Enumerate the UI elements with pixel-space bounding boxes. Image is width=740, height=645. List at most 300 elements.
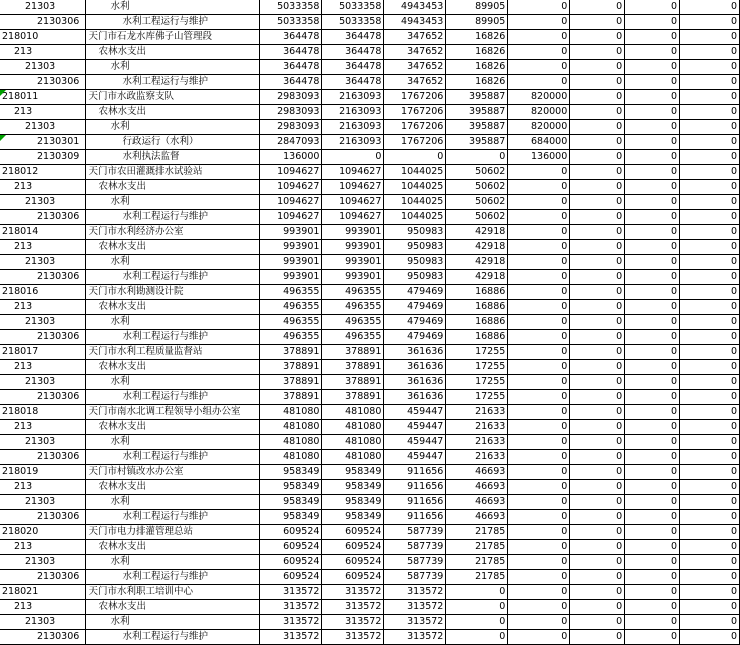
cell-value[interactable]: 17255 [446, 345, 508, 360]
cell-value[interactable]: 0 [680, 75, 740, 90]
cell-value[interactable]: 958349 [322, 510, 384, 525]
cell-value[interactable]: 21633 [446, 435, 508, 450]
cell-name[interactable]: 水利工程运行与维护 [86, 75, 260, 90]
cell-value[interactable]: 820000 [508, 105, 570, 120]
cell-value[interactable]: 481080 [260, 435, 322, 450]
cell-name[interactable]: 天门市水利工程质量监督站 [86, 345, 260, 360]
cell-value[interactable]: 0 [680, 120, 740, 135]
cell-value[interactable]: 993901 [322, 240, 384, 255]
cell-code[interactable]: 2130309 [0, 150, 86, 165]
cell-value[interactable]: 0 [508, 360, 570, 375]
cell-value[interactable]: 0 [570, 435, 625, 450]
cell-value[interactable]: 0 [384, 150, 446, 165]
cell-value[interactable]: 481080 [322, 450, 384, 465]
cell-value[interactable]: 42918 [446, 270, 508, 285]
cell-value[interactable]: 609524 [322, 570, 384, 585]
cell-value[interactable]: 2163093 [322, 105, 384, 120]
cell-value[interactable]: 0 [680, 585, 740, 600]
cell-value[interactable]: 0 [508, 420, 570, 435]
cell-value[interactable]: 0 [508, 375, 570, 390]
cell-code[interactable]: 218018 [0, 405, 86, 420]
cell-value[interactable]: 361636 [384, 345, 446, 360]
cell-value[interactable]: 0 [322, 150, 384, 165]
cell-value[interactable]: 0 [570, 450, 625, 465]
cell-value[interactable]: 0 [625, 210, 680, 225]
cell-name[interactable]: 农林水支出 [86, 540, 260, 555]
cell-value[interactable]: 5033358 [260, 15, 322, 30]
cell-value[interactable]: 16886 [446, 330, 508, 345]
cell-value[interactable]: 0 [570, 315, 625, 330]
cell-value[interactable]: 0 [625, 165, 680, 180]
cell-value[interactable]: 0 [570, 390, 625, 405]
cell-value[interactable]: 0 [680, 15, 740, 30]
cell-value[interactable]: 0 [570, 495, 625, 510]
cell-value[interactable]: 0 [570, 90, 625, 105]
cell-value[interactable]: 364478 [260, 30, 322, 45]
cell-value[interactable]: 0 [508, 405, 570, 420]
cell-value[interactable]: 17255 [446, 390, 508, 405]
cell-value[interactable]: 21785 [446, 555, 508, 570]
cell-value[interactable]: 0 [625, 585, 680, 600]
cell-value[interactable]: 0 [680, 195, 740, 210]
cell-value[interactable]: 496355 [260, 315, 322, 330]
cell-value[interactable]: 0 [625, 480, 680, 495]
cell-value[interactable]: 950983 [384, 270, 446, 285]
cell-value[interactable]: 0 [570, 60, 625, 75]
cell-value[interactable]: 0 [680, 255, 740, 270]
cell-name[interactable]: 水利工程运行与维护 [86, 390, 260, 405]
cell-value[interactable]: 0 [680, 630, 740, 645]
cell-value[interactable]: 42918 [446, 255, 508, 270]
cell-value[interactable]: 459447 [384, 420, 446, 435]
cell-value[interactable]: 364478 [322, 30, 384, 45]
cell-name[interactable]: 农林水支出 [86, 300, 260, 315]
cell-value[interactable]: 1767206 [384, 105, 446, 120]
cell-value[interactable]: 0 [680, 270, 740, 285]
cell-value[interactable]: 361636 [384, 375, 446, 390]
cell-value[interactable]: 0 [570, 615, 625, 630]
cell-value[interactable]: 0 [570, 510, 625, 525]
cell-value[interactable]: 609524 [260, 555, 322, 570]
cell-value[interactable]: 378891 [322, 390, 384, 405]
cell-value[interactable]: 0 [570, 180, 625, 195]
cell-name[interactable]: 水利 [86, 435, 260, 450]
cell-value[interactable]: 993901 [322, 225, 384, 240]
cell-value[interactable]: 459447 [384, 450, 446, 465]
cell-name[interactable]: 水利工程运行与维护 [86, 510, 260, 525]
cell-code[interactable]: 213 [0, 300, 86, 315]
cell-value[interactable]: 0 [570, 45, 625, 60]
cell-name[interactable]: 水利工程运行与维护 [86, 330, 260, 345]
cell-value[interactable]: 0 [680, 510, 740, 525]
cell-code[interactable]: 213 [0, 600, 86, 615]
cell-value[interactable]: 0 [570, 525, 625, 540]
cell-value[interactable]: 0 [508, 510, 570, 525]
cell-value[interactable]: 481080 [260, 420, 322, 435]
cell-value[interactable]: 0 [570, 570, 625, 585]
cell-value[interactable]: 0 [570, 600, 625, 615]
cell-value[interactable]: 0 [508, 315, 570, 330]
cell-value[interactable]: 0 [625, 285, 680, 300]
cell-name[interactable]: 农林水支出 [86, 180, 260, 195]
cell-value[interactable]: 0 [446, 150, 508, 165]
cell-value[interactable]: 0 [508, 450, 570, 465]
cell-code[interactable]: 213 [0, 105, 86, 120]
cell-value[interactable]: 0 [680, 30, 740, 45]
cell-name[interactable]: 水利 [86, 255, 260, 270]
cell-value[interactable]: 378891 [322, 360, 384, 375]
cell-value[interactable]: 0 [570, 630, 625, 645]
cell-value[interactable]: 17255 [446, 360, 508, 375]
cell-code[interactable]: 21303 [0, 120, 86, 135]
cell-value[interactable]: 0 [625, 510, 680, 525]
cell-name[interactable]: 水利工程运行与维护 [86, 630, 260, 645]
cell-value[interactable]: 0 [625, 540, 680, 555]
cell-value[interactable]: 347652 [384, 75, 446, 90]
cell-value[interactable]: 0 [570, 195, 625, 210]
cell-value[interactable]: 0 [508, 240, 570, 255]
cell-code[interactable]: 218011 [0, 90, 86, 105]
cell-name[interactable]: 天门市农田灌溉排水试验站 [86, 165, 260, 180]
cell-code[interactable]: 21303 [0, 60, 86, 75]
cell-code[interactable]: 213 [0, 420, 86, 435]
cell-value[interactable]: 364478 [260, 60, 322, 75]
cell-name[interactable]: 天门市水利经济办公室 [86, 225, 260, 240]
cell-value[interactable]: 0 [625, 630, 680, 645]
cell-value[interactable]: 16826 [446, 45, 508, 60]
cell-value[interactable]: 0 [508, 390, 570, 405]
cell-value[interactable]: 16886 [446, 300, 508, 315]
cell-code[interactable]: 218021 [0, 585, 86, 600]
cell-value[interactable]: 1767206 [384, 90, 446, 105]
cell-value[interactable]: 0 [625, 240, 680, 255]
cell-value[interactable]: 0 [570, 75, 625, 90]
cell-value[interactable]: 2163093 [322, 120, 384, 135]
cell-value[interactable]: 958349 [322, 495, 384, 510]
cell-value[interactable]: 0 [625, 0, 680, 15]
cell-value[interactable]: 16826 [446, 30, 508, 45]
cell-code[interactable]: 213 [0, 180, 86, 195]
cell-value[interactable]: 0 [570, 330, 625, 345]
cell-value[interactable]: 0 [508, 180, 570, 195]
cell-value[interactable]: 496355 [260, 300, 322, 315]
cell-value[interactable]: 0 [680, 360, 740, 375]
cell-value[interactable]: 911656 [384, 495, 446, 510]
cell-value[interactable]: 1044025 [384, 195, 446, 210]
cell-value[interactable]: 0 [625, 75, 680, 90]
cell-value[interactable]: 958349 [260, 495, 322, 510]
cell-value[interactable]: 0 [680, 345, 740, 360]
cell-value[interactable]: 479469 [384, 300, 446, 315]
cell-value[interactable]: 0 [508, 300, 570, 315]
cell-value[interactable]: 0 [625, 375, 680, 390]
cell-value[interactable]: 0 [680, 45, 740, 60]
cell-value[interactable]: 46693 [446, 510, 508, 525]
cell-name[interactable]: 农林水支出 [86, 240, 260, 255]
cell-value[interactable]: 479469 [384, 330, 446, 345]
cell-value[interactable]: 21633 [446, 405, 508, 420]
cell-value[interactable]: 1044025 [384, 180, 446, 195]
cell-value[interactable]: 609524 [322, 525, 384, 540]
cell-value[interactable]: 0 [625, 525, 680, 540]
cell-value[interactable]: 347652 [384, 45, 446, 60]
cell-value[interactable]: 0 [508, 345, 570, 360]
cell-value[interactable]: 21785 [446, 540, 508, 555]
cell-value[interactable]: 5033358 [322, 0, 384, 15]
cell-value[interactable]: 0 [570, 300, 625, 315]
cell-name[interactable]: 农林水支出 [86, 480, 260, 495]
cell-value[interactable]: 0 [570, 105, 625, 120]
cell-value[interactable]: 820000 [508, 120, 570, 135]
cell-value[interactable]: 378891 [260, 390, 322, 405]
cell-name[interactable]: 水利执法监督 [86, 150, 260, 165]
cell-value[interactable]: 481080 [260, 405, 322, 420]
cell-value[interactable]: 0 [680, 300, 740, 315]
cell-value[interactable]: 0 [570, 150, 625, 165]
cell-value[interactable]: 4943453 [384, 0, 446, 15]
cell-value[interactable]: 313572 [384, 600, 446, 615]
cell-value[interactable]: 0 [508, 195, 570, 210]
cell-value[interactable]: 496355 [322, 315, 384, 330]
cell-value[interactable]: 0 [680, 225, 740, 240]
cell-value[interactable]: 587739 [384, 570, 446, 585]
cell-value[interactable]: 313572 [322, 630, 384, 645]
cell-value[interactable]: 347652 [384, 60, 446, 75]
cell-value[interactable]: 958349 [322, 480, 384, 495]
cell-value[interactable]: 313572 [260, 630, 322, 645]
cell-value[interactable]: 2847093 [260, 135, 322, 150]
cell-value[interactable]: 0 [625, 615, 680, 630]
cell-value[interactable]: 496355 [322, 300, 384, 315]
cell-value[interactable]: 378891 [260, 375, 322, 390]
cell-value[interactable]: 0 [680, 330, 740, 345]
cell-code[interactable]: 218017 [0, 345, 86, 360]
cell-value[interactable]: 4943453 [384, 15, 446, 30]
cell-name[interactable]: 水利 [86, 120, 260, 135]
cell-value[interactable]: 0 [680, 465, 740, 480]
cell-value[interactable]: 0 [570, 240, 625, 255]
cell-value[interactable]: 46693 [446, 480, 508, 495]
cell-value[interactable]: 950983 [384, 240, 446, 255]
cell-code[interactable]: 2130306 [0, 510, 86, 525]
cell-code[interactable]: 213 [0, 480, 86, 495]
cell-value[interactable]: 0 [446, 630, 508, 645]
cell-code[interactable]: 2130306 [0, 330, 86, 345]
cell-value[interactable]: 0 [625, 225, 680, 240]
cell-code[interactable]: 21303 [0, 435, 86, 450]
cell-value[interactable]: 364478 [260, 75, 322, 90]
cell-value[interactable]: 0 [625, 390, 680, 405]
cell-value[interactable]: 0 [508, 525, 570, 540]
cell-value[interactable]: 950983 [384, 225, 446, 240]
cell-name[interactable]: 天门市水利职工培训中心 [86, 585, 260, 600]
cell-value[interactable]: 0 [570, 465, 625, 480]
cell-code[interactable]: 218019 [0, 465, 86, 480]
cell-value[interactable]: 16826 [446, 60, 508, 75]
cell-value[interactable]: 0 [570, 225, 625, 240]
cell-value[interactable]: 0 [680, 405, 740, 420]
cell-value[interactable]: 0 [508, 30, 570, 45]
cell-value[interactable]: 684000 [508, 135, 570, 150]
cell-code[interactable]: 2130301 [0, 135, 86, 150]
cell-value[interactable]: 958349 [260, 510, 322, 525]
cell-value[interactable]: 0 [680, 150, 740, 165]
cell-value[interactable]: 378891 [322, 375, 384, 390]
cell-value[interactable]: 0 [625, 495, 680, 510]
cell-name[interactable]: 天门市水利勘测设计院 [86, 285, 260, 300]
cell-name[interactable]: 农林水支出 [86, 360, 260, 375]
cell-value[interactable]: 0 [625, 120, 680, 135]
cell-value[interactable]: 16886 [446, 315, 508, 330]
cell-value[interactable]: 313572 [260, 615, 322, 630]
cell-value[interactable]: 0 [508, 0, 570, 15]
cell-value[interactable]: 0 [680, 135, 740, 150]
cell-value[interactable]: 0 [625, 255, 680, 270]
cell-value[interactable]: 0 [508, 165, 570, 180]
cell-value[interactable]: 0 [508, 615, 570, 630]
cell-name[interactable]: 水利 [86, 495, 260, 510]
cell-value[interactable]: 313572 [260, 600, 322, 615]
cell-name[interactable]: 水利 [86, 0, 260, 15]
cell-value[interactable]: 481080 [322, 420, 384, 435]
cell-name[interactable]: 水利 [86, 60, 260, 75]
cell-value[interactable]: 993901 [260, 240, 322, 255]
cell-value[interactable]: 0 [680, 555, 740, 570]
cell-name[interactable]: 水利工程运行与维护 [86, 210, 260, 225]
cell-value[interactable]: 361636 [384, 360, 446, 375]
cell-name[interactable]: 农林水支出 [86, 105, 260, 120]
cell-value[interactable]: 21785 [446, 570, 508, 585]
cell-name[interactable]: 水利 [86, 375, 260, 390]
cell-value[interactable]: 0 [680, 540, 740, 555]
cell-value[interactable]: 0 [508, 330, 570, 345]
cell-value[interactable]: 0 [680, 600, 740, 615]
cell-value[interactable]: 609524 [260, 570, 322, 585]
cell-value[interactable]: 5033358 [260, 0, 322, 15]
cell-name[interactable]: 水利 [86, 315, 260, 330]
cell-value[interactable]: 0 [625, 180, 680, 195]
cell-value[interactable]: 347652 [384, 30, 446, 45]
cell-value[interactable]: 587739 [384, 540, 446, 555]
cell-code[interactable]: 213 [0, 45, 86, 60]
cell-value[interactable]: 609524 [322, 555, 384, 570]
cell-value[interactable]: 42918 [446, 225, 508, 240]
cell-value[interactable]: 0 [680, 105, 740, 120]
cell-value[interactable]: 496355 [260, 330, 322, 345]
cell-name[interactable]: 天门市村镇改水办公室 [86, 465, 260, 480]
cell-value[interactable]: 0 [570, 270, 625, 285]
cell-value[interactable]: 0 [446, 615, 508, 630]
cell-name[interactable]: 水利 [86, 555, 260, 570]
cell-value[interactable]: 1094627 [322, 210, 384, 225]
cell-value[interactable]: 1044025 [384, 210, 446, 225]
cell-code[interactable]: 218020 [0, 525, 86, 540]
cell-name[interactable]: 天门市石龙水库佛子山管理段 [86, 30, 260, 45]
cell-value[interactable]: 313572 [384, 585, 446, 600]
cell-value[interactable]: 0 [680, 210, 740, 225]
cell-value[interactable]: 911656 [384, 465, 446, 480]
cell-name[interactable]: 水利 [86, 195, 260, 210]
cell-value[interactable]: 0 [625, 105, 680, 120]
cell-value[interactable]: 313572 [260, 585, 322, 600]
cell-value[interactable]: 17255 [446, 375, 508, 390]
cell-code[interactable]: 21303 [0, 495, 86, 510]
cell-value[interactable]: 950983 [384, 255, 446, 270]
cell-value[interactable]: 0 [625, 15, 680, 30]
cell-code[interactable]: 213 [0, 540, 86, 555]
cell-value[interactable]: 0 [508, 225, 570, 240]
cell-value[interactable]: 993901 [322, 270, 384, 285]
cell-value[interactable]: 0 [508, 540, 570, 555]
cell-value[interactable]: 2163093 [322, 90, 384, 105]
cell-value[interactable]: 0 [625, 360, 680, 375]
cell-value[interactable]: 313572 [384, 615, 446, 630]
cell-value[interactable]: 1094627 [260, 180, 322, 195]
cell-code[interactable]: 21303 [0, 0, 86, 15]
cell-value[interactable]: 0 [625, 600, 680, 615]
cell-name[interactable]: 水利工程运行与维护 [86, 15, 260, 30]
cell-code[interactable]: 2130306 [0, 450, 86, 465]
cell-code[interactable]: 21303 [0, 315, 86, 330]
cell-value[interactable]: 0 [570, 555, 625, 570]
cell-value[interactable]: 0 [570, 405, 625, 420]
cell-value[interactable]: 16826 [446, 75, 508, 90]
cell-value[interactable]: 0 [625, 345, 680, 360]
cell-value[interactable]: 0 [508, 495, 570, 510]
cell-value[interactable]: 378891 [322, 345, 384, 360]
cell-value[interactable]: 0 [625, 555, 680, 570]
cell-value[interactable]: 0 [570, 30, 625, 45]
cell-value[interactable]: 2983093 [260, 120, 322, 135]
cell-value[interactable]: 0 [680, 285, 740, 300]
cell-value[interactable]: 481080 [322, 405, 384, 420]
cell-code[interactable]: 213 [0, 360, 86, 375]
cell-value[interactable]: 958349 [260, 465, 322, 480]
cell-value[interactable]: 313572 [322, 600, 384, 615]
cell-value[interactable]: 0 [680, 390, 740, 405]
cell-value[interactable]: 0 [680, 60, 740, 75]
cell-value[interactable]: 395887 [446, 120, 508, 135]
cell-value[interactable]: 479469 [384, 315, 446, 330]
cell-name[interactable]: 农林水支出 [86, 600, 260, 615]
cell-value[interactable]: 0 [625, 405, 680, 420]
cell-value[interactable]: 0 [508, 600, 570, 615]
cell-code[interactable]: 2130306 [0, 15, 86, 30]
cell-name[interactable]: 水利 [86, 615, 260, 630]
cell-value[interactable]: 0 [508, 630, 570, 645]
cell-value[interactable]: 0 [625, 90, 680, 105]
cell-value[interactable]: 481080 [322, 435, 384, 450]
cell-value[interactable]: 313572 [322, 585, 384, 600]
cell-value[interactable]: 587739 [384, 525, 446, 540]
cell-value[interactable]: 50602 [446, 180, 508, 195]
cell-value[interactable]: 0 [508, 285, 570, 300]
cell-value[interactable]: 820000 [508, 90, 570, 105]
cell-value[interactable]: 479469 [384, 285, 446, 300]
cell-code[interactable]: 2130306 [0, 210, 86, 225]
cell-value[interactable]: 0 [508, 45, 570, 60]
cell-value[interactable]: 0 [680, 315, 740, 330]
cell-value[interactable]: 1767206 [384, 135, 446, 150]
cell-value[interactable]: 1094627 [260, 210, 322, 225]
cell-code[interactable]: 218010 [0, 30, 86, 45]
cell-value[interactable]: 50602 [446, 210, 508, 225]
cell-value[interactable]: 378891 [260, 360, 322, 375]
cell-value[interactable]: 0 [446, 600, 508, 615]
cell-value[interactable]: 50602 [446, 165, 508, 180]
cell-value[interactable]: 609524 [322, 540, 384, 555]
cell-value[interactable]: 5033358 [322, 15, 384, 30]
